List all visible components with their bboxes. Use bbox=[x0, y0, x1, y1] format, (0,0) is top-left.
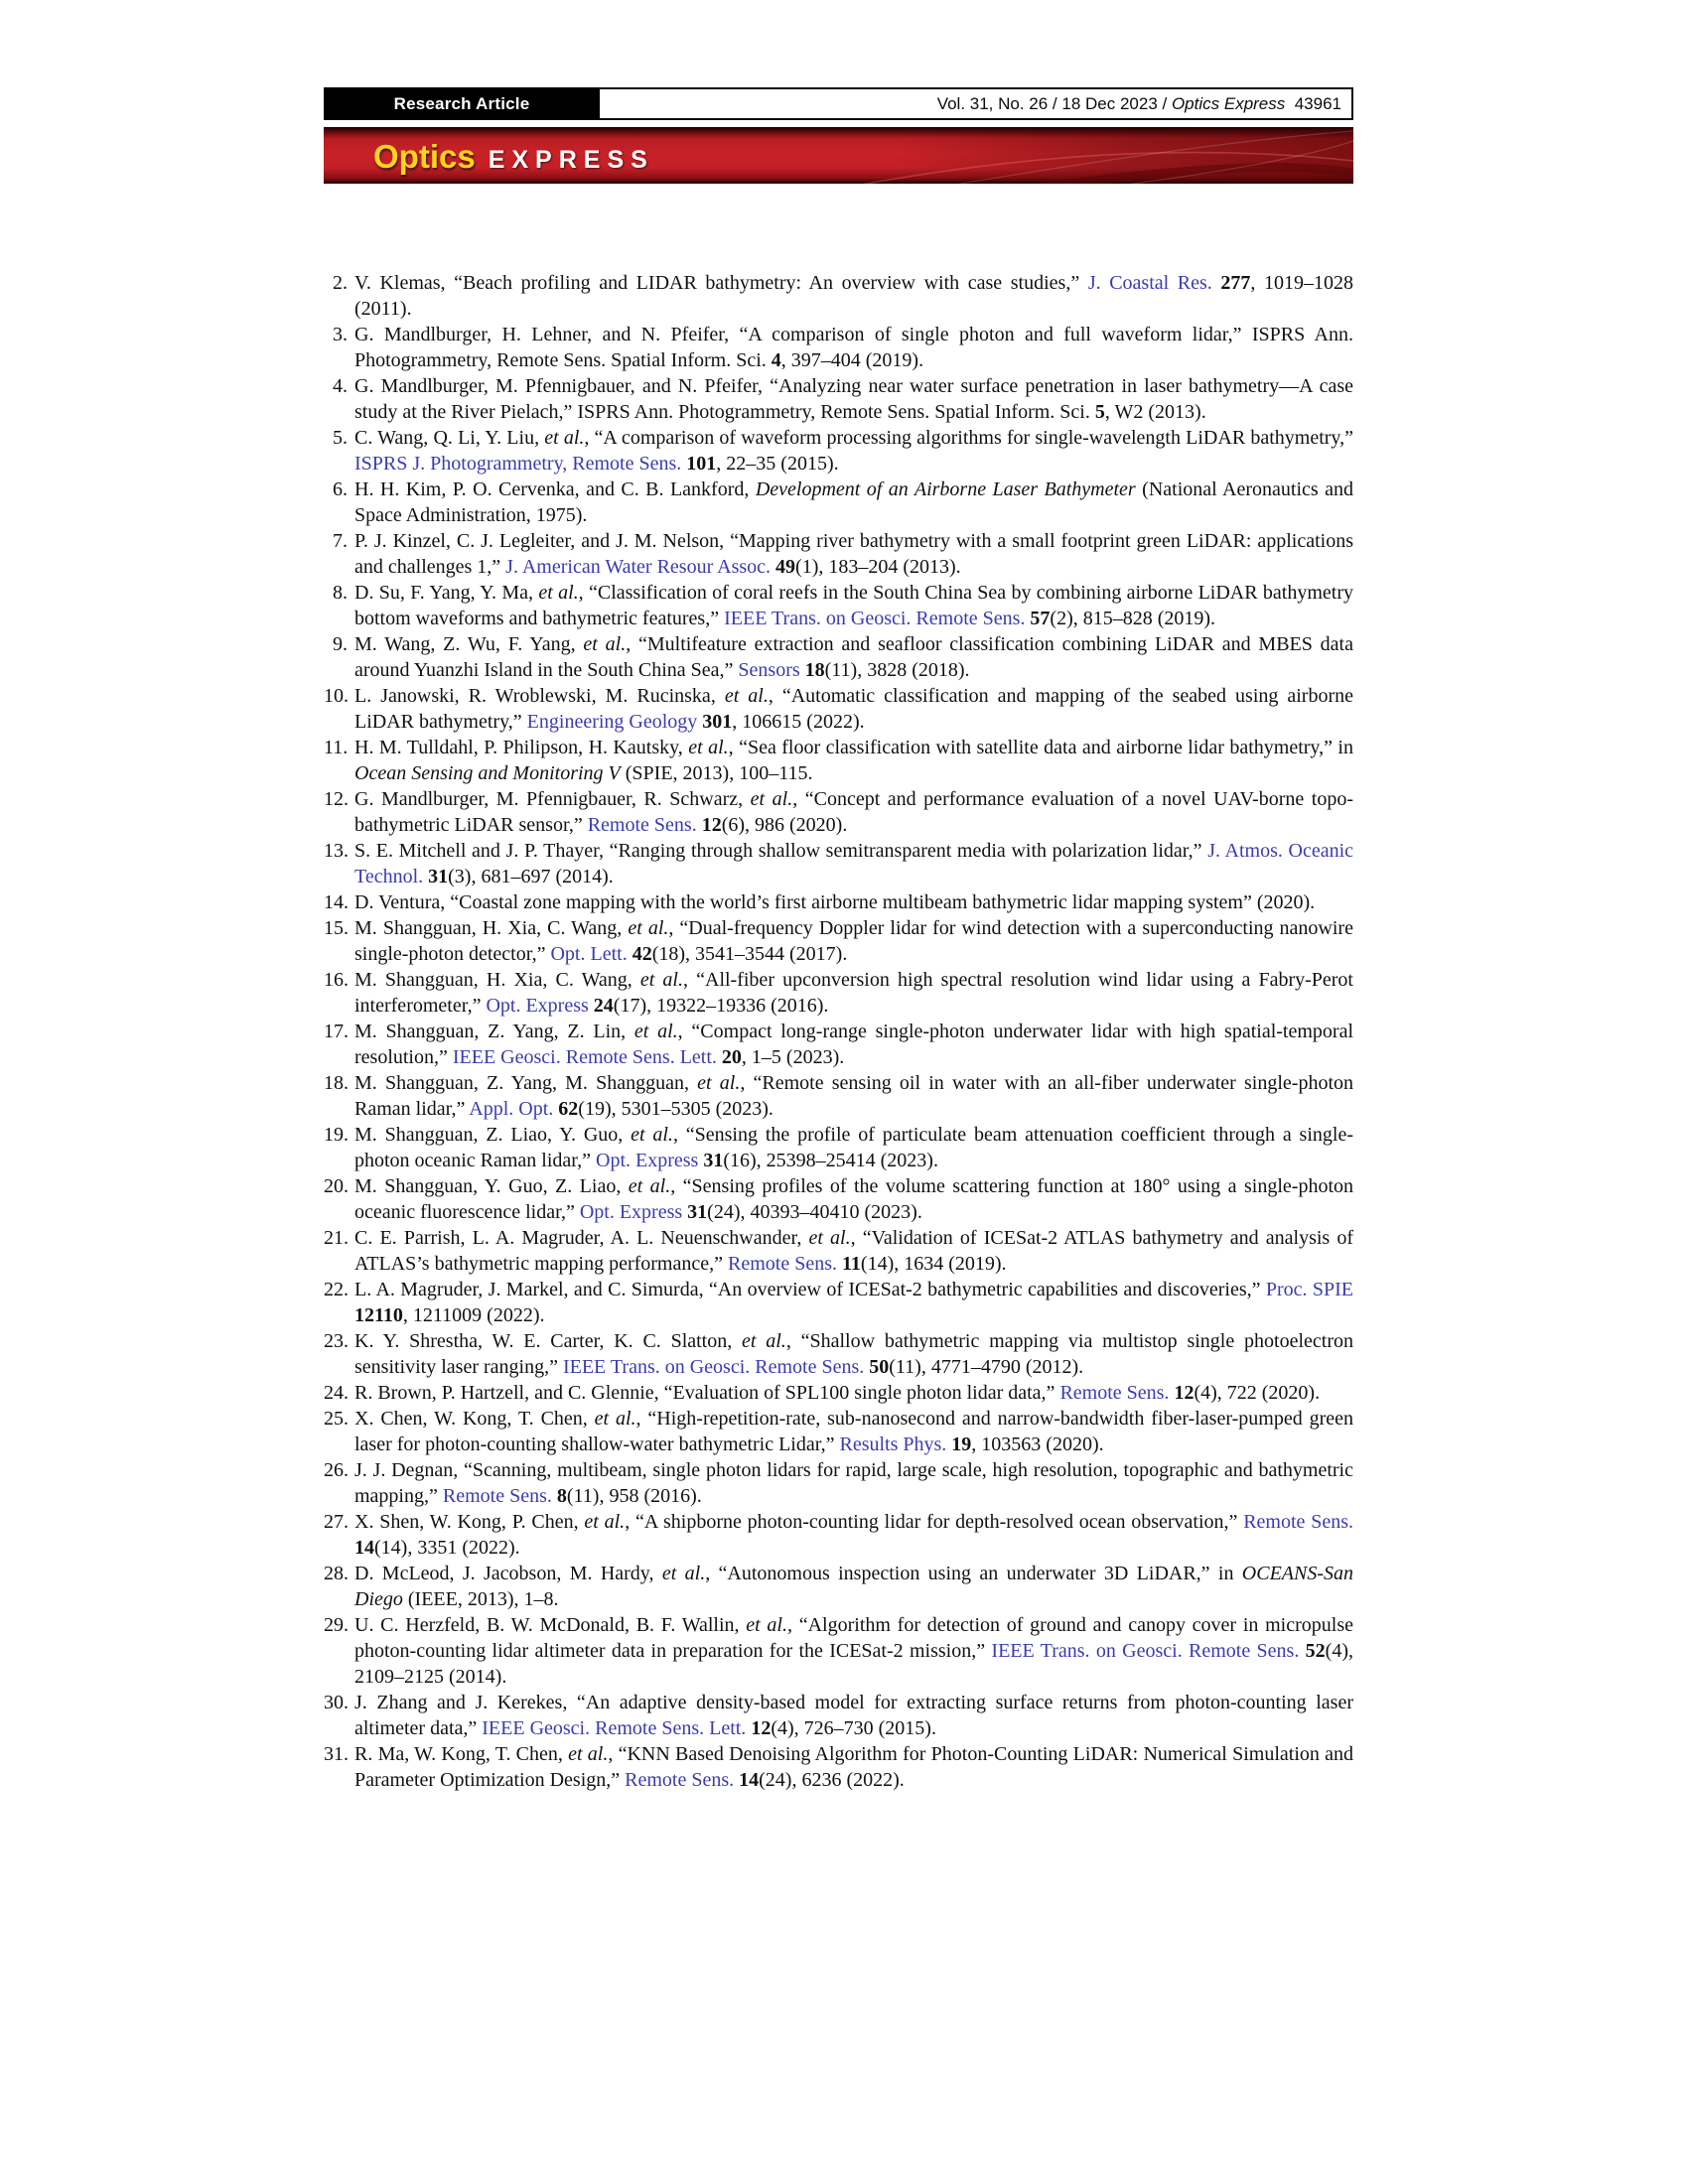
reference-text: D. Ventura, “Coastal zone mapping with the world’s first airborne multibeam bathymetric lidar mapping system” (2020). bbox=[354, 891, 1316, 913]
reference-number: 20. bbox=[324, 1175, 349, 1197]
reference-text: X. Chen, W. Kong, T. Chen, bbox=[354, 1408, 595, 1430]
reference-text: 24 bbox=[588, 995, 614, 1017]
journal-link[interactable]: ISPRS J. Photogrammetry, Remote Sens. bbox=[354, 453, 682, 475]
reference-text: M. Wang, Z. Wu, F. Yang, bbox=[354, 633, 584, 655]
reference-text: J. J. Degnan, “Scanning, multibeam, single photon lidars for rapid, large scale, high resolution, topographic and bathymetric mapping,” bbox=[354, 1459, 1353, 1507]
reference-text: 4 bbox=[771, 349, 781, 371]
reference-number: 2. bbox=[333, 272, 348, 294]
reference-item bbox=[324, 786, 1353, 838]
reference-text: , “Automatic classification and mapping of the seabed using airborne LiDAR bathymetry,” bbox=[354, 685, 1354, 733]
reference-text: M. Shangguan, Z. Yang, Z. Lin, bbox=[354, 1021, 634, 1042]
reference-text: (SPIE, 2013), 100–115. bbox=[620, 762, 813, 784]
reference-text: G. Mandlburger, M. Pfennigbauer, and N. Pfeifer, “Analyzing near water surface penetration in laser bathymetry—A case study at the River Pielach,” ISPRS Ann. Photogrammetry, Remote Sens. Spatial Inform. Sci. bbox=[354, 375, 1353, 423]
reference-item bbox=[324, 1380, 1353, 1406]
reference-text: M. Shangguan, H. Xia, C. Wang, bbox=[354, 917, 629, 939]
reference-text: 20 bbox=[716, 1046, 742, 1068]
reference-text: et al. bbox=[724, 685, 769, 707]
journal-link[interactable]: Remote Sens. bbox=[1059, 1382, 1170, 1404]
reference-text: P. J. Kinzel, C. J. Legleiter, and J. M. Nelson, “Mapping river bathymetry with a small footprint green LiDAR: applications and challenges 1,” bbox=[354, 530, 1353, 578]
page-content bbox=[324, 87, 1353, 1793]
reference-text: 52 bbox=[1299, 1640, 1326, 1662]
reference-text: (4), 2109–2125 (2014). bbox=[354, 1640, 1353, 1688]
journal-link[interactable]: Appl. Opt. bbox=[469, 1098, 554, 1120]
reference-item bbox=[324, 1070, 1353, 1122]
reference-text: , “All-fiber upconversion high spectral resolution wind lidar using a Fabry-Perot interferometer,” bbox=[354, 969, 1353, 1017]
reference-text: (24), 40393–40410 (2023). bbox=[707, 1201, 922, 1223]
reference-number: 23. bbox=[324, 1330, 349, 1352]
reference-text: (2), 815–828 (2019). bbox=[1050, 608, 1216, 629]
reference-text: , “Multifeature extraction and seafloor classification combining LiDAR and MBES data around Yuanzhi Island in the South China Sea,” bbox=[354, 633, 1353, 681]
reference-text: (24), 6236 (2022). bbox=[759, 1769, 905, 1791]
reference-item bbox=[324, 967, 1353, 1019]
reference-text: 14 bbox=[734, 1769, 760, 1791]
reference-number: 12. bbox=[324, 788, 349, 810]
reference-text: 11 bbox=[837, 1253, 861, 1275]
reference-text: , “Sea floor classification with satellite data and airborne lidar bathymetry,” in bbox=[728, 737, 1353, 758]
reference-text: , “A comparison of waveform processing algorithms for single-wavelength LiDAR bathymetry,” bbox=[584, 427, 1353, 449]
reference-number: 6. bbox=[333, 478, 348, 500]
reference-text: 12 bbox=[1169, 1382, 1195, 1404]
reference-text: (4), 722 (2020). bbox=[1194, 1382, 1321, 1404]
reference-text: , “High-repetition-rate, sub-nanosecond and narrow-bandwidth fiber-laser-pumped green laser for photon-counting shallow-water bathymetric Lidar,” bbox=[354, 1408, 1353, 1455]
reference-item bbox=[324, 477, 1353, 528]
reference-text: (National Aeronautics and Space Administration, 1975). bbox=[354, 478, 1353, 526]
reference-item bbox=[324, 631, 1353, 683]
reference-item bbox=[324, 1173, 1353, 1225]
reference-text: D. Su, F. Yang, Y. Ma, bbox=[354, 582, 539, 604]
reference-text: (3), 681–697 (2014). bbox=[448, 866, 614, 887]
journal-logo bbox=[373, 140, 654, 173]
reference-item bbox=[324, 1406, 1353, 1457]
reference-text: M. Shangguan, Y. Guo, Z. Liao, bbox=[354, 1175, 629, 1197]
reference-text: (6), 986 (2020). bbox=[721, 814, 848, 836]
reference-item bbox=[324, 1561, 1353, 1612]
reference-number: 11. bbox=[324, 737, 349, 758]
reference-number: 29. bbox=[324, 1614, 349, 1636]
reference-text: R. Brown, P. Hartzell, and C. Glennie, “Evaluation of SPL100 single photon lidar data,” bbox=[354, 1382, 1060, 1404]
reference-number: 15. bbox=[324, 917, 349, 939]
journal-link[interactable]: Remote Sens. bbox=[1243, 1511, 1353, 1533]
reference-text: et al. bbox=[583, 633, 627, 655]
reference-text: 31 bbox=[423, 866, 449, 887]
citation-box bbox=[600, 87, 1353, 120]
reference-item bbox=[324, 1509, 1353, 1561]
reference-text: 31 bbox=[682, 1201, 708, 1223]
reference-text: 19 bbox=[946, 1433, 972, 1455]
reference-item bbox=[324, 1328, 1353, 1380]
reference-text: (11), 3828 (2018). bbox=[824, 659, 970, 681]
reference-text: 18 bbox=[799, 659, 825, 681]
reference-text: L. Janowski, R. Wroblewski, M. Rucinska, bbox=[354, 685, 725, 707]
journal-link[interactable]: Results Phys. bbox=[839, 1433, 947, 1455]
reference-text: (4), 726–730 (2015). bbox=[771, 1717, 936, 1739]
reference-text: (16), 25398–25414 (2023). bbox=[723, 1150, 938, 1171]
reference-text: , “KNN Based Denoising Algorithm for Photon-Counting LiDAR: Numerical Simulation and Parameter Optimization Design,” bbox=[354, 1743, 1353, 1791]
journal-link[interactable]: Sensors bbox=[738, 659, 800, 681]
journal-link[interactable]: Proc. SPIE bbox=[1265, 1279, 1353, 1300]
reference-text: 42 bbox=[627, 943, 652, 965]
page-header-bar bbox=[324, 87, 1353, 120]
reference-text: (11), 4771–4790 (2012). bbox=[889, 1356, 1084, 1378]
reference-item bbox=[324, 580, 1353, 631]
citation-prefix: Vol. 31, No. 26 / 18 Dec 2023 / bbox=[936, 93, 1172, 113]
reference-item bbox=[324, 270, 1353, 322]
reference-item bbox=[324, 1225, 1353, 1277]
reference-text: et al. bbox=[544, 427, 585, 449]
reference-number: 7. bbox=[333, 530, 348, 552]
reference-text: , “Classification of coral reefs in the South China Sea by combining airborne LiDAR bathymetry bottom waveforms and bathymetric features,” bbox=[354, 582, 1353, 629]
reference-text: et al. bbox=[661, 1563, 706, 1584]
journal-link[interactable]: Remote Sens. bbox=[587, 814, 697, 836]
reference-text: et al. bbox=[631, 1124, 673, 1146]
reference-text: C. E. Parrish, L. A. Magruder, A. L. Neuenschwander, bbox=[354, 1227, 809, 1249]
reference-text: S. E. Mitchell and J. P. Thayer, “Ranging through shallow semitransparent media with polarization lidar,” bbox=[354, 840, 1208, 862]
reference-text: H. H. Kim, P. O. Cervenka, and C. B. Lankford, bbox=[354, 478, 756, 500]
reference-text: 12 bbox=[746, 1717, 772, 1739]
reference-item bbox=[324, 373, 1353, 425]
references-list bbox=[324, 270, 1353, 1793]
reference-text: , “Dual-frequency Doppler lidar for wind detection with a superconducting nanowire single-photon detector,” bbox=[354, 917, 1353, 965]
journal-link[interactable]: Opt. Express bbox=[486, 995, 589, 1017]
reference-number: 24. bbox=[324, 1382, 349, 1404]
reference-text: (14), 1634 (2019). bbox=[860, 1253, 1007, 1275]
reference-item bbox=[324, 1612, 1353, 1690]
journal-link[interactable]: Opt. Express bbox=[579, 1201, 683, 1223]
reference-item bbox=[324, 1277, 1353, 1328]
journal-link[interactable]: Remote Sens. bbox=[442, 1485, 552, 1507]
reference-item bbox=[324, 1690, 1353, 1741]
reference-text: 49 bbox=[771, 556, 796, 578]
reference-text: et al. bbox=[538, 582, 579, 604]
reference-text: (18), 3541–3544 (2017). bbox=[651, 943, 848, 965]
reference-text: et al. bbox=[628, 1175, 671, 1197]
reference-number: 8. bbox=[333, 582, 348, 604]
reference-text: et al. bbox=[742, 1330, 786, 1352]
reference-text: , W2 (2013). bbox=[1104, 401, 1206, 423]
reference-text: , 1211009 (2022). bbox=[402, 1304, 545, 1326]
reference-number: 31. bbox=[324, 1743, 349, 1765]
logo-word-optics: Optics bbox=[373, 138, 476, 175]
reference-text: 12110 bbox=[354, 1304, 403, 1326]
journal-link[interactable]: J. American Water Resour Assoc. bbox=[505, 556, 772, 578]
journal-link[interactable]: Opt. Express bbox=[596, 1150, 699, 1171]
reference-number: 27. bbox=[324, 1511, 349, 1533]
reference-text: Ocean Sensing and Monitoring V bbox=[354, 762, 621, 784]
reference-text: (17), 19322–19336 (2016). bbox=[613, 995, 829, 1017]
reference-text: , “Validation of ICESat-2 ATLAS bathymetry and analysis of ATLAS’s bathymetric mapping performance,” bbox=[354, 1227, 1353, 1275]
reference-number: 18. bbox=[324, 1072, 349, 1094]
reference-item bbox=[324, 1122, 1353, 1173]
reference-text: , “Compact long-range single-photon underwater lidar with high spatial-temporal resolution,” bbox=[354, 1021, 1354, 1068]
reference-text: et al. bbox=[750, 788, 793, 810]
reference-text: 31 bbox=[698, 1150, 724, 1171]
reference-number: 3. bbox=[333, 324, 348, 345]
reference-text: U. C. Herzfeld, B. W. McDonald, B. F. Wallin, bbox=[354, 1614, 747, 1636]
reference-text: (19), 5301–5305 (2023). bbox=[578, 1098, 774, 1120]
reference-text: et al. bbox=[628, 917, 669, 939]
article-type-badge bbox=[324, 87, 600, 120]
reference-text: M. Shangguan, Z. Liao, Y. Guo, bbox=[354, 1124, 632, 1146]
reference-text: , “Algorithm for detection of ground and canopy cover in micropulse photon-counting lidar altimeter data in preparation for the ICESat-2 mission,” bbox=[354, 1614, 1353, 1662]
reference-item bbox=[324, 1019, 1353, 1070]
reference-number: 25. bbox=[324, 1408, 349, 1430]
reference-text: , “Sensing the profile of particulate beam attenuation coefficient through a single-photon oceanic Raman lidar,” bbox=[354, 1124, 1353, 1171]
reference-text: , 397–404 (2019). bbox=[780, 349, 924, 371]
reference-text: V. Klemas, “Beach profiling and LIDAR bathymetry: An overview with case studies,” bbox=[354, 272, 1088, 294]
reference-item bbox=[324, 889, 1353, 915]
reference-text: M. Shangguan, Z. Yang, M. Shangguan, bbox=[354, 1072, 698, 1094]
reference-text: D. McLeod, J. Jacobson, M. Hardy, bbox=[354, 1563, 662, 1584]
reference-text: , “Concept and performance evaluation of a novel UAV-borne topo-bathymetric LiDAR sensor,” bbox=[354, 788, 1353, 836]
journal-link[interactable]: IEEE Geosci. Remote Sens. Lett. bbox=[452, 1046, 717, 1068]
reference-text: et al. bbox=[633, 1021, 678, 1042]
reference-text: 14 bbox=[354, 1537, 374, 1559]
reference-item bbox=[324, 838, 1353, 889]
reference-text: , 22–35 (2015). bbox=[716, 453, 839, 475]
reference-item bbox=[324, 425, 1353, 477]
reference-text: G. Mandlburger, H. Lehner, and N. Pfeifer, “A comparison of single photon and full waveform lidar,” ISPRS Ann. Photogrammetry, Remote Sens. Spatial Inform. Sci. bbox=[354, 324, 1353, 371]
reference-text: OCEANS-San Diego bbox=[354, 1563, 1354, 1610]
reference-text: , “Sensing profiles of the volume scattering function at 180° using a single-photon oceanic fluorescence lidar,” bbox=[354, 1175, 1353, 1223]
article-type-label: Research Article bbox=[393, 93, 530, 113]
reference-text: 277 bbox=[1211, 272, 1251, 294]
reference-text: , “Remote sensing oil in water with an all-fiber underwater single-photon Raman lidar,” bbox=[354, 1072, 1353, 1120]
reference-text: et al. bbox=[688, 737, 729, 758]
reference-number: 14. bbox=[324, 891, 349, 913]
journal-link[interactable]: IEEE Trans. on Geosci. Remote Sens. bbox=[562, 1356, 865, 1378]
reference-text: et al. bbox=[808, 1227, 851, 1249]
reference-text: J. Zhang and J. Kerekes, “An adaptive density-based model for extracting surface returns from photon-counting laser altimeter data,” bbox=[354, 1692, 1353, 1739]
reference-number: 10. bbox=[324, 685, 349, 707]
reference-text: 12 bbox=[696, 814, 722, 836]
reference-text: 5 bbox=[1094, 401, 1105, 423]
reference-text: K. Y. Shrestha, W. E. Carter, K. C. Slatton, bbox=[354, 1330, 743, 1352]
reference-number: 5. bbox=[333, 427, 348, 449]
reference-text: , 1019–1028 (2011). bbox=[354, 272, 1354, 320]
reference-text: G. Mandlburger, M. Pfennigbauer, R. Schwarz, bbox=[354, 788, 751, 810]
reference-text: et al. bbox=[594, 1408, 636, 1430]
reference-text: (1), 183–204 (2013). bbox=[795, 556, 961, 578]
reference-number: 9. bbox=[333, 633, 348, 655]
reference-text: 8 bbox=[551, 1485, 567, 1507]
reference-text: M. Shangguan, H. Xia, C. Wang, bbox=[354, 969, 640, 991]
reference-item bbox=[324, 683, 1353, 735]
reference-text: 301 bbox=[697, 711, 733, 733]
reference-number: 26. bbox=[324, 1459, 349, 1481]
reference-item bbox=[324, 1741, 1353, 1793]
reference-text: 62 bbox=[553, 1098, 579, 1120]
reference-item bbox=[324, 322, 1353, 373]
journal-link[interactable]: IEEE Trans. on Geosci. Remote Sens. bbox=[991, 1640, 1300, 1662]
reference-text: 101 bbox=[681, 453, 717, 475]
reference-text: R. Ma, W. Kong, T. Chen, bbox=[354, 1743, 569, 1765]
journal-link[interactable]: J. Atmos. Oceanic Technol. bbox=[354, 840, 1354, 887]
reference-number: 22. bbox=[324, 1279, 349, 1300]
reference-text: L. A. Magruder, J. Markel, and C. Simurda, “An overview of ICESat-2 bathymetric capabilities and discoveries,” bbox=[354, 1279, 1266, 1300]
journal-link[interactable]: Remote Sens. bbox=[728, 1253, 837, 1275]
reference-text: et al. bbox=[697, 1072, 741, 1094]
reference-item bbox=[324, 1457, 1353, 1509]
reference-text: Development of an Airborne Laser Bathymeter bbox=[755, 478, 1136, 500]
reference-text: X. Shen, W. Kong, P. Chen, bbox=[354, 1511, 585, 1533]
reference-text: et al. bbox=[639, 969, 683, 991]
reference-text: et al. bbox=[584, 1511, 626, 1533]
reference-text: 50 bbox=[864, 1356, 890, 1378]
reference-number: 4. bbox=[333, 375, 348, 397]
reference-number: 17. bbox=[324, 1021, 349, 1042]
optics-express-banner bbox=[324, 127, 1353, 184]
journal-link[interactable]: Opt. Lett. bbox=[550, 943, 628, 965]
reference-text: et al. bbox=[568, 1743, 609, 1765]
reference-text: (IEEE, 2013), 1–8. bbox=[402, 1588, 559, 1610]
reference-number: 30. bbox=[324, 1692, 349, 1713]
reference-text: (11), 958 (2016). bbox=[566, 1485, 702, 1507]
reference-item bbox=[324, 915, 1353, 967]
reference-text: H. M. Tulldahl, P. Philipson, H. Kautsky, bbox=[354, 737, 689, 758]
journal-link[interactable]: Engineering Geology bbox=[526, 711, 698, 733]
journal-link[interactable]: Remote Sens. bbox=[625, 1769, 735, 1791]
reference-text: C. Wang, Q. Li, Y. Liu, bbox=[354, 427, 545, 449]
citation-journal-name: Optics Express bbox=[1171, 93, 1286, 113]
reference-number: 21. bbox=[324, 1227, 349, 1249]
reference-item bbox=[324, 528, 1353, 580]
reference-text: , “Shallow bathymetric mapping via multistop single photoelectron sensitivity laser ranging,” bbox=[354, 1330, 1353, 1378]
reference-text: , “A shipborne photon-counting lidar for depth-resolved ocean observation,” bbox=[625, 1511, 1244, 1533]
citation-page-number: 43961 bbox=[1285, 93, 1341, 113]
journal-link[interactable]: IEEE Geosci. Remote Sens. Lett. bbox=[482, 1717, 747, 1739]
reference-text: , 103563 (2020). bbox=[971, 1433, 1104, 1455]
reference-text: , 1–5 (2023). bbox=[741, 1046, 845, 1068]
reference-number: 13. bbox=[324, 840, 349, 862]
reference-text: , 106615 (2022). bbox=[732, 711, 865, 733]
reference-text: et al. bbox=[746, 1614, 787, 1636]
reference-text: 57 bbox=[1025, 608, 1051, 629]
reference-text: (14), 3351 (2022). bbox=[374, 1537, 520, 1559]
reference-number: 28. bbox=[324, 1563, 349, 1584]
reference-item bbox=[324, 735, 1353, 786]
journal-link[interactable]: IEEE Trans. on Geosci. Remote Sens. bbox=[724, 608, 1026, 629]
reference-number: 16. bbox=[324, 969, 349, 991]
reference-number: 19. bbox=[324, 1124, 349, 1146]
logo-word-express: EXPRESS bbox=[488, 146, 654, 174]
journal-link[interactable]: J. Coastal Res. bbox=[1087, 272, 1212, 294]
reference-text: , “Autonomous inspection using an underwater 3D LiDAR,” in bbox=[705, 1563, 1242, 1584]
